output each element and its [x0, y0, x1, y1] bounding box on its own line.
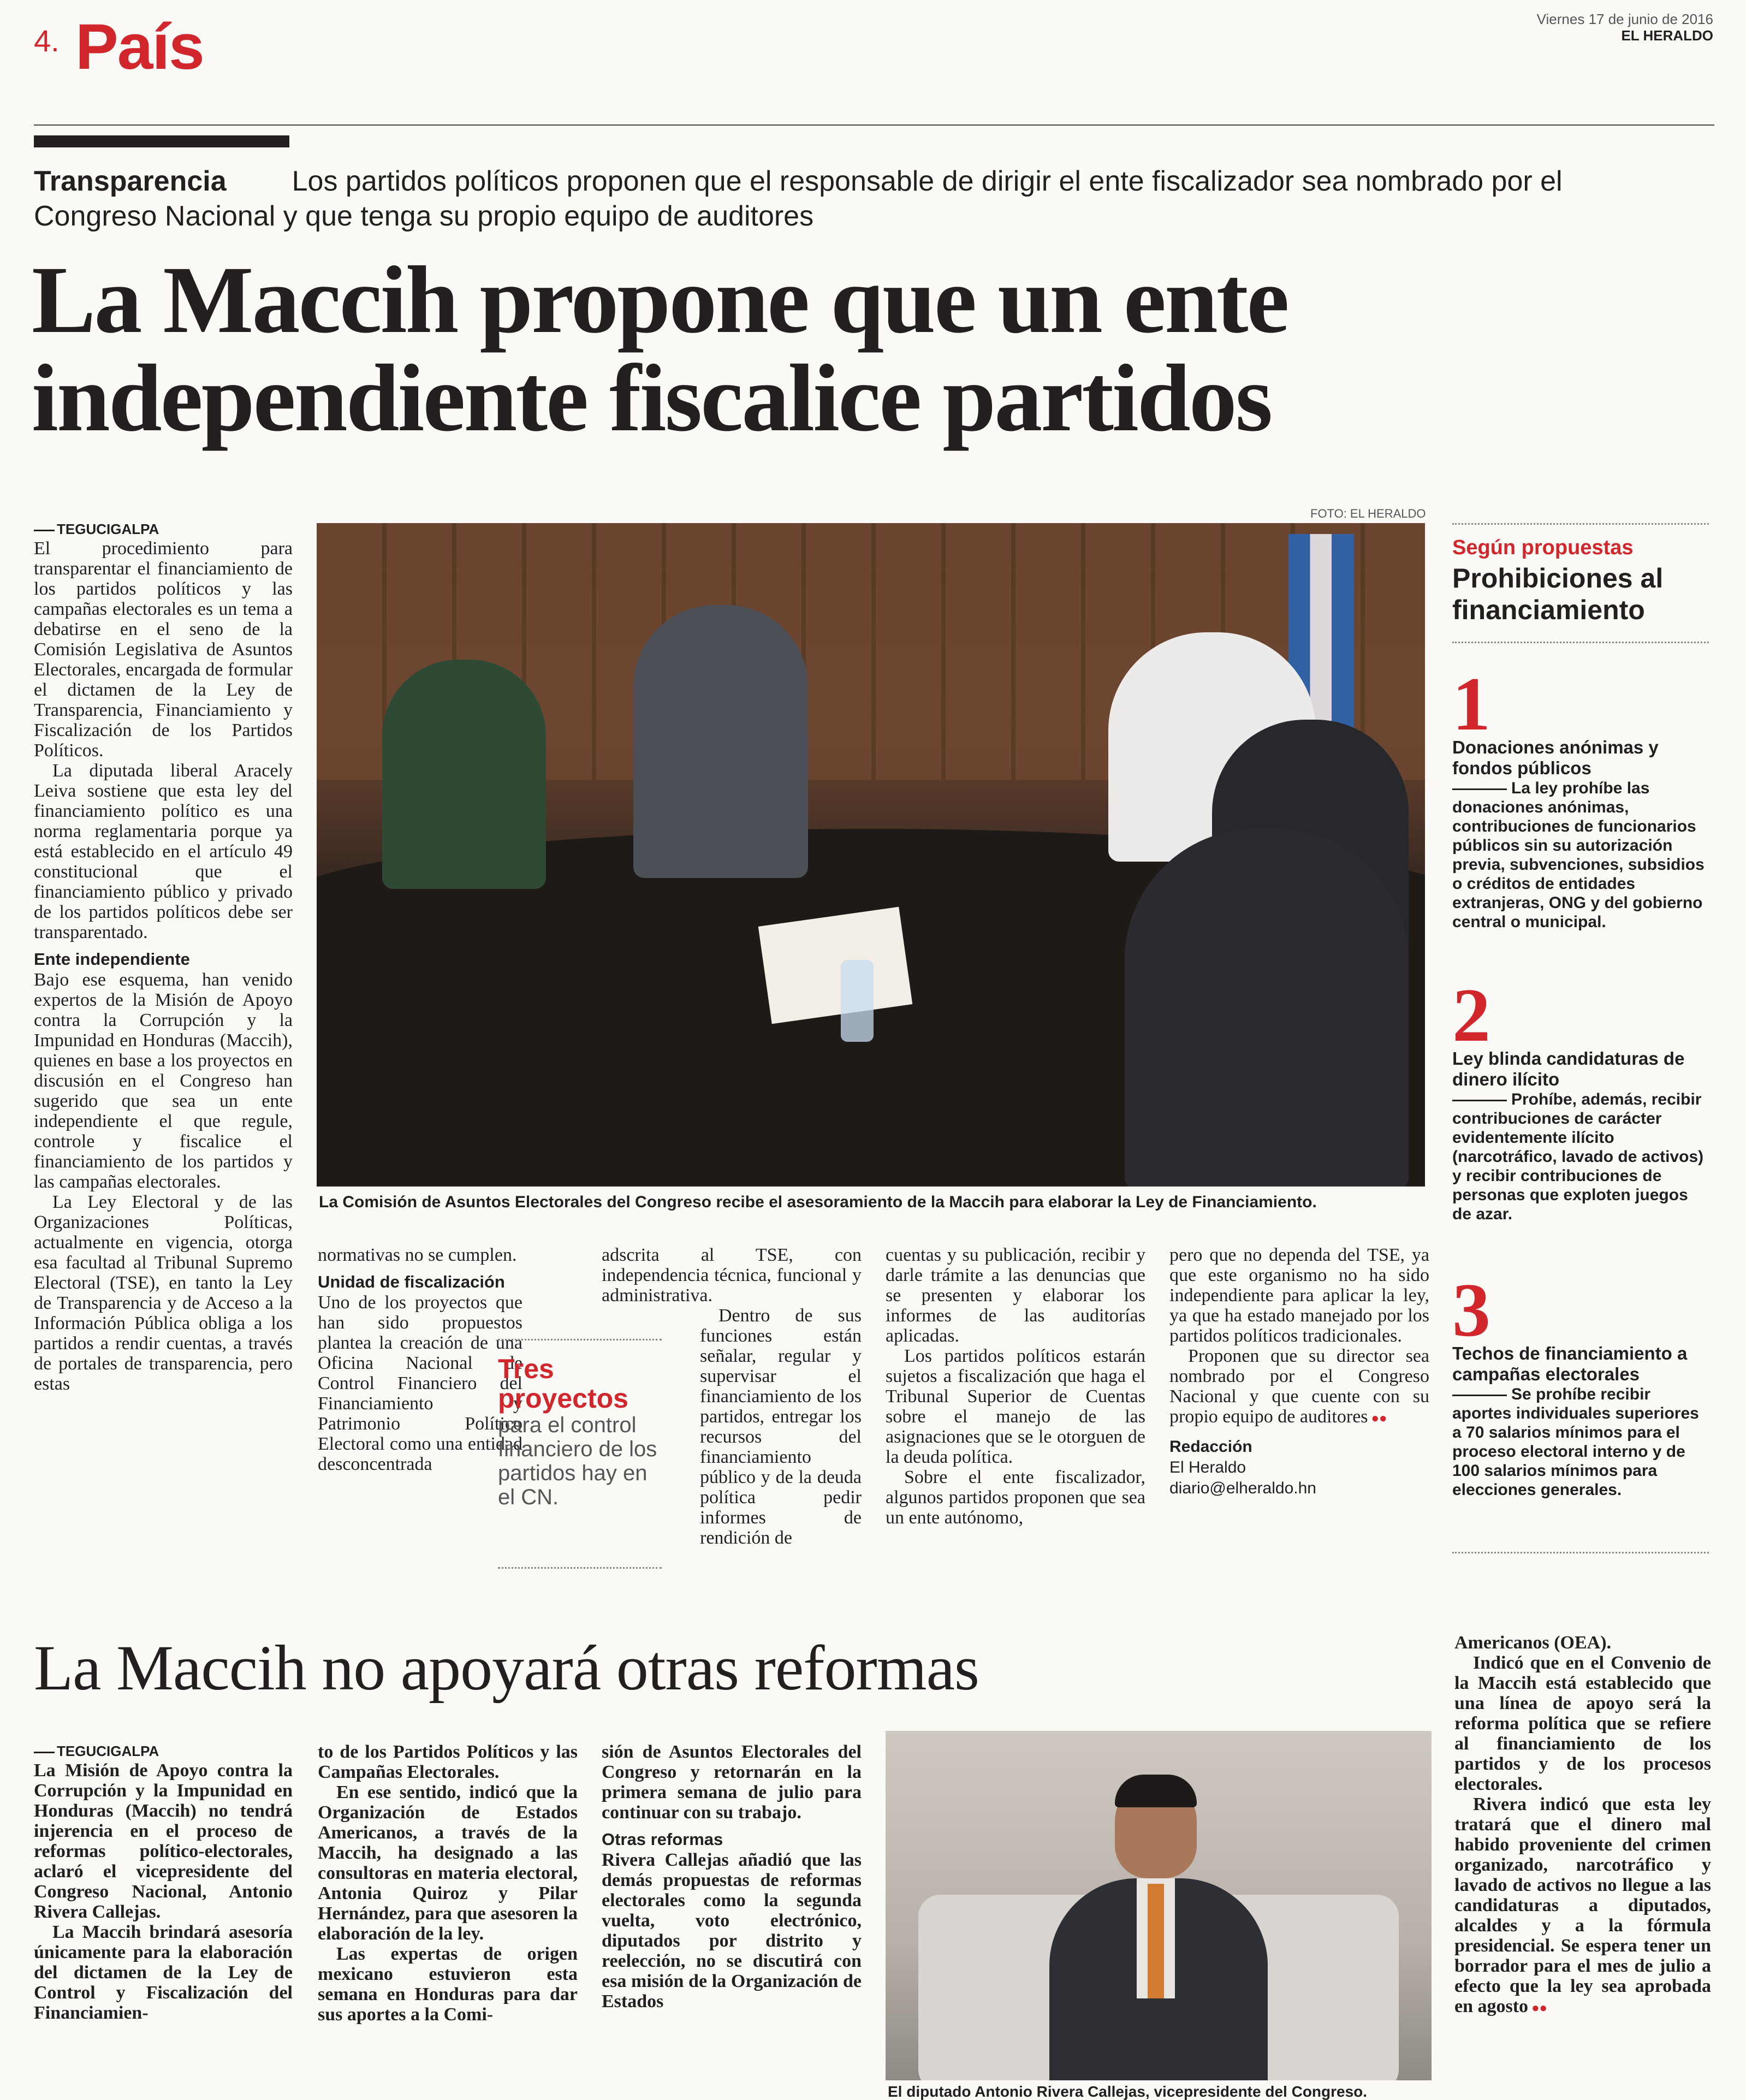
sidebar-rule-title [1452, 642, 1709, 643]
article1-paragraph: La Ley Electoral y de las Organizaciones Políticas, actualmente en vigencia, otorga esa facultad al Tribunal Supremo Electoral (TSE), en tanto la Ley de Transparencia y de Acceso a la Información Pública obliga a los partidos a rendir cuentas, a través de portales de transparencia, pero estas [34, 1192, 293, 1394]
article2-dateline: TEGUCIGALPA [34, 1742, 293, 1760]
article1-paragraph: La diputada liberal Aracely Leiva sostiene que esta ley del financiamiento político es una norma reglamentaria porque ya está establecido en el artículo 49 constitucional que el financiamiento público y privado de los partidos políticos debe ser transparentado. [34, 761, 293, 942]
article2-paragraph: La Misión de Apoyo contra la Corrupción y la Impunidad en Honduras (Maccih) no tendrá injerencia en el proceso de reformas político-electorales, aclaró el vicepresidente del Congreso Nacional, Antonio Rivera Callejas. [34, 1760, 293, 1922]
photo-credit: FOTO: EL HERALDO [1310, 507, 1426, 520]
papers-on-table [758, 907, 913, 1024]
article1-paragraph: El procedimiento para transparentar el financiamiento de los partidos políticos y las campañas electorales es un tema a debatirse en el seno de la Comisión Legislativa de Asuntos Electorales, encargada de formular el dictamen de la Ley de Transparencia, Financiamiento y Fiscalización de los Partidos Políticos. [34, 538, 293, 761]
article2-paragraph: Americanos (OEA). [1454, 1633, 1612, 1653]
sidebar-item-number: 3 [1452, 1268, 1490, 1352]
pullquote-text: para el control financiero de los partidos hay en el CN. [498, 1413, 657, 1509]
article2-paragraph: En ese sentido, indicó que la Organización de Estados Americanos, a través de la Maccih, ha designado a las consultoras en materia electoral, Antonia Quiroz y Pilar Hernández, para que asesoren la elaboración de la ley. [318, 1782, 578, 1944]
article2-paragraph: to de los Partidos Políticos y las Campañas Electorales. [318, 1742, 578, 1782]
header-rule [34, 124, 1714, 126]
article1-paragraph: Dentro de sus funciones están señalar, regular y supervisar el financiamiento de los partidos, entregar los recursos del financiamiento público y de la deuda política pedir informes de rendición de [700, 1306, 862, 1548]
article1-col3 [602, 1245, 862, 1548]
headline [32, 247, 1288, 452]
main-photo [317, 523, 1425, 1187]
article2-paragraph: sión de Asuntos Electorales del Congreso y retornarán en la primera semana de julio para continuar con su trabajo. [602, 1742, 862, 1823]
section-name: País [75, 11, 204, 83]
page-number: 4. [34, 23, 60, 58]
sidebar-item-number: 2 [1452, 973, 1490, 1058]
sidebar-item-text: La ley prohíbe las donaciones anónimas, contribuciones de funcionarios públicos sin su autorización previa, subvenciones, subsidios o créditos de entidades extranjeras, ONG y del gobierno central o municipal. [1452, 779, 1709, 932]
article1-paragraph: Sobre el ente fiscalizador, algunos partidos proponen que sea un ente autónomo, [886, 1467, 1145, 1528]
article1-subhead: Ente independiente [34, 950, 190, 969]
person-woman-right [1125, 829, 1409, 1187]
kicker [34, 164, 1639, 234]
sidebar-item-text: Prohíbe, además, recibir contribuciones de carácter evidentemente ilícito (narcotráfico, lavado de activos) y recibir contribuciones de personas que exploten juegos de azar. [1452, 1090, 1709, 1224]
article2-paragraph: Rivera Callejas añadió que las demás propuestas de reformas electorales como la segunda vuelta, voto electrónico, diputados por distrito y reelección, no se discutirá con esa misión de la Organización de Estados [602, 1850, 862, 2012]
byline [1169, 1437, 1429, 1499]
article1-col4 [886, 1245, 1145, 1528]
article1-col5 [1169, 1245, 1429, 1499]
article2-col4 [1454, 1633, 1711, 2019]
sidebar-item-heading: Donaciones anónimas y fondos públicos [1452, 737, 1659, 778]
headline-line-2: independiente fiscalice partidos [32, 345, 1272, 452]
article2-paragraph: La Maccih brindará asesoría únicamente para la elaboración del dictamen de la Ley de Control y Fiscalización del Financiamien- [34, 1922, 293, 2023]
sidebar-title: Prohibiciones al financiamiento [1452, 563, 1664, 625]
article1-subhead: Unidad de fiscalización [318, 1272, 505, 1291]
water-bottle [841, 960, 874, 1042]
person-woman-left [382, 660, 546, 889]
paper-name: EL HERALDO [1621, 27, 1713, 44]
article1-paragraph: normativas no se cumplen. [318, 1245, 517, 1265]
kicker-text: Los partidos políticos proponen que el responsable de dirigir el ente fiscalizador sea nombrado por el Congreso Nacional y que tenga su propio equipo de auditores [34, 165, 1563, 232]
sidebar-item [1452, 973, 1709, 1224]
header-bar [34, 135, 289, 147]
article1-paragraph: Bajo ese esquema, han venido expertos de la Misión de Apoyo contra la Corrupción y la Impunidad en Honduras (Maccih), quienes en base a los proyectos en discusión en el Congreso han sugerido que sea un ente independiente el que regule, controle y fiscalice el financiamiento de los partidos y las campañas electorales. [34, 970, 293, 1192]
article1-paragraph: pero que no dependa del TSE, ya que este organismo no ha sido independiente para aplicar la ley, ya que ha estado manejado por los partidos políticos tradicionales. [1169, 1245, 1429, 1346]
article1-paragraph: adscrita al TSE, con independencia técnica, funcional y administrativa. [602, 1245, 862, 1306]
sidebar-rule-top [1452, 523, 1709, 525]
byline-label: Redacción [1169, 1438, 1252, 1456]
sidebar-item-number: 1 [1452, 662, 1490, 746]
sidebar-item [1452, 662, 1709, 932]
article1-paragraph: Proponen que su director sea nombrado por el Congreso Nacional y que cuente con su propio equipo de auditores ●● [1169, 1346, 1429, 1429]
article2-paragraph: Las expertas de origen mexicano estuvieron esta semana en Honduras para dar sus aportes a la Comi- [318, 1944, 578, 2025]
byline-org: El Heraldo [1169, 1458, 1246, 1476]
article1-col1 [34, 520, 293, 1394]
article2-col1 [34, 1742, 293, 2023]
article1-dateline: TEGUCIGALPA [34, 520, 293, 538]
pullquote-title: Tres proyectos [498, 1354, 628, 1414]
headline-line-1: La Maccih propone que un ente [32, 247, 1288, 353]
article2-headline: La Maccih no apoyará otras reformas [34, 1632, 979, 1704]
sidebar-item [1452, 1268, 1709, 1499]
person-rivera-tie [1148, 1884, 1164, 1998]
sidebar-rule-bottom [1452, 1552, 1709, 1553]
article1-paragraph: Los partidos políticos estarán sujetos a fiscalización que haga el Tribunal Superior de Cuentas sobre el manejo de las asignaciones que se le otorguen de la deuda política. [886, 1346, 1145, 1467]
article1-paragraph: Uno de los proyectos que han sido propuestos planteа la creación de una Oficina Nacional de Control Financiero del Financiamiento y Patrimonio Político Electoral como una entidad desconcentrada [318, 1292, 522, 1474]
sidebar-item-heading: Ley blinda candidaturas de dinero ilícito [1452, 1048, 1685, 1089]
byline-email: diario@elheraldo.hn [1169, 1479, 1316, 1497]
article2-paragraph: Rivera indicó que esta ley tratará que el dinero mal habido proveniente del crimen organizado, narcotráfico y lavado de activos no llegue a las candidaturas a diputados, alcaldes y a la fórmula presidencial. Se espera tener un borrador para el mes de julio a efecto que la ley sea aprobada en agosto ●● [1454, 1794, 1711, 2019]
sidebar-kicker: Según propuestas [1452, 536, 1634, 559]
issue-date: Viernes 17 de junio de 2016 [1536, 11, 1713, 27]
article2-photo [886, 1731, 1432, 2080]
pullquote-rule-bottom [498, 1567, 662, 1569]
article2-col2 [318, 1742, 578, 2025]
article2-paragraph: Indicó que en el Convenio de la Maccih está establecido que una línea de apoyo será la reforma política que se refiere al financiamiento de los partidos y de los procesos electorales. [1454, 1653, 1711, 1794]
sidebar-item-text: Se prohíbe recibir aportes individuales superiores a 70 salarios mínimos para el proceso electoral interno y de 100 salarios mínimos para elecciones generales. [1452, 1385, 1709, 1499]
main-photo-caption: La Comisión de Asuntos Electorales del Congreso recibe el asesoramiento de la Maccih para elaborar la Ley de Financiamiento. [319, 1193, 1317, 1211]
article1-paragraph: cuentas y su publicación, recibir y darle trámite a las denuncias que se presenten y elaborar los informes de las auditorías aplicadas. [886, 1245, 1145, 1346]
article2-col3 [602, 1742, 862, 2012]
person-rivera-hair [1115, 1775, 1197, 1807]
person-man-center [633, 605, 808, 878]
article1-col2 [318, 1245, 522, 1474]
article2-photo-caption: El diputado Antonio Rivera Callejas, vicepresidente del Congreso. [888, 2083, 1368, 2100]
sidebar-item-heading: Techos de financiamiento a campañas electorales [1452, 1343, 1688, 1384]
article2-subhead: Otras reformas [602, 1830, 723, 1849]
kicker-label: Transparencia [34, 165, 227, 197]
